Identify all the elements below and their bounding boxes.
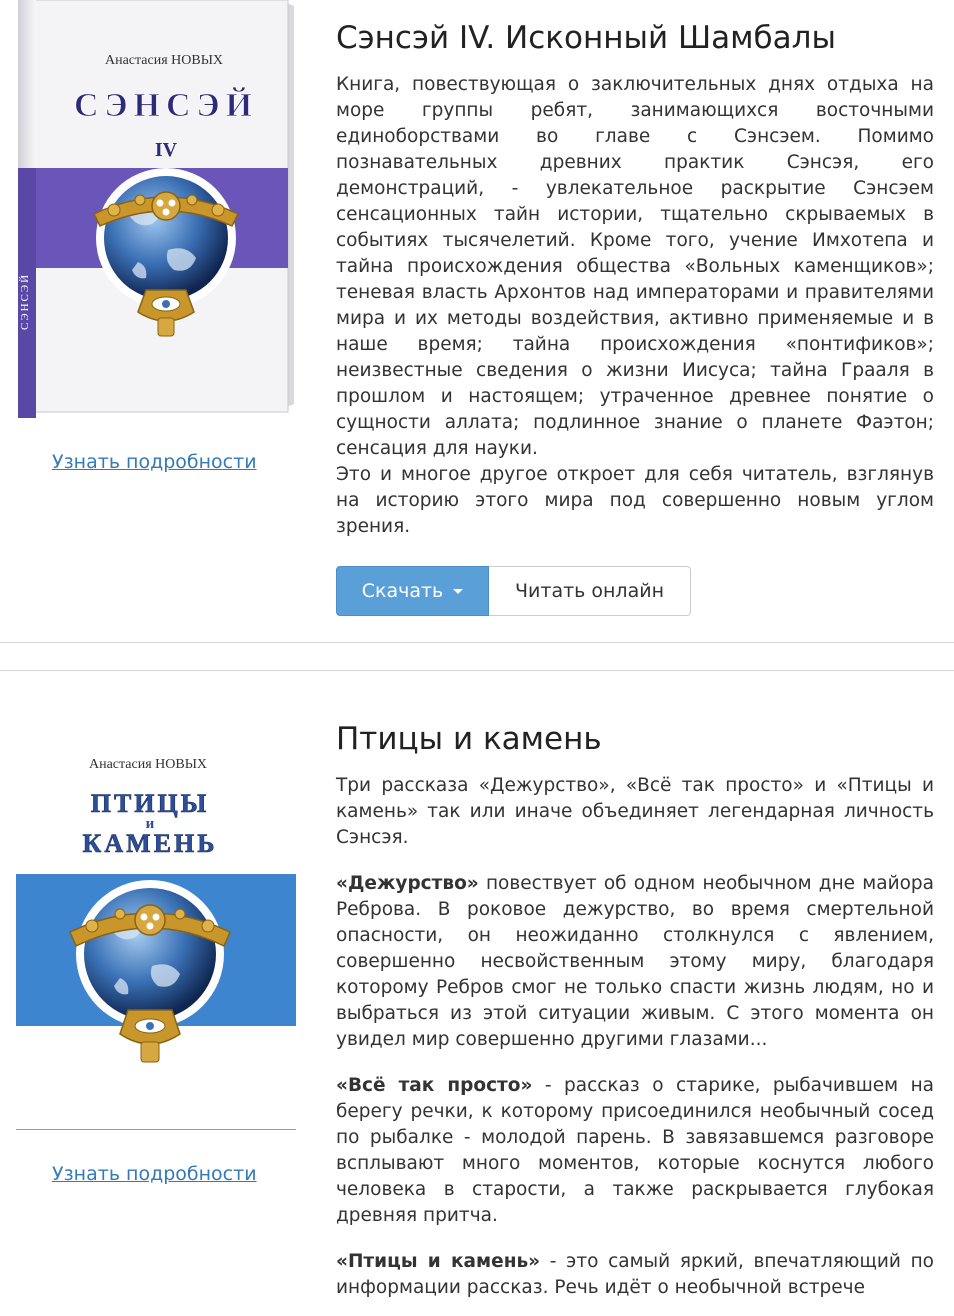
story-text: повествует об одном необычном дне майора Реброва. В роковое дежурство, во время смертельной опасности, он неожиданно столкнулся с явлением, совершенно несвойственным этому миру, благодаря которому Ребров смог не только спасти жизнь людям, но и выбраться из этой ситуации живым. С этого момента он увидел мир совершенно другими глазами... xyxy=(336,873,934,1050)
download-label: Скачать xyxy=(361,580,444,602)
cover-title-line: и xyxy=(145,816,155,832)
section-divider xyxy=(0,642,954,643)
book-card-sensei-4 xyxy=(0,0,954,642)
book-cover-sensei-4[interactable] xyxy=(18,0,296,418)
book-title[interactable]: Сэнсэй IV. Исконный Шамбалы xyxy=(336,20,836,56)
download-dropdown-button[interactable] xyxy=(336,566,489,616)
story-description xyxy=(336,1249,934,1301)
description-paragraph: Это и многое другое откроет для себя читатель, взглянув на историю этого мира под совершенно новым углом зрения. xyxy=(336,464,934,537)
cover-author: Анастасия НОВЫХ xyxy=(104,53,224,68)
cover-volume: IV xyxy=(154,139,178,161)
story-text: - рассказ о старике, рыбачившем на берегу речки, к которому присоединился необычный сосед по рыбалке - молодой парень. В завязавшемся разговоре всплывают много моментов, которые коснутся любого человека в старости, а также раскрывается глубокая древняя притча. xyxy=(336,1075,934,1226)
more-details-link[interactable]: Узнать подробности xyxy=(52,1163,257,1185)
book-cover-birds-and-stone[interactable] xyxy=(14,748,298,1140)
book-title[interactable]: Птицы и камень xyxy=(336,721,602,757)
cover-divider xyxy=(16,1129,296,1130)
cover-spine-text: СЭНСЭЙ xyxy=(19,272,31,330)
book-content xyxy=(336,18,934,540)
cover-title: СЭНСЭЙ xyxy=(73,87,259,124)
story-text: - это самый яркий, впечатляющий по информации рассказ. Речь идёт о необычной встрече xyxy=(336,1251,934,1298)
story-description xyxy=(336,871,934,1053)
story-name: «Птицы и камень» xyxy=(336,1251,541,1272)
story-name: «Всё так просто» xyxy=(336,1075,533,1096)
cover-title-line: ПТИЦЫ xyxy=(90,789,210,818)
story-description xyxy=(336,1073,934,1229)
caret-down-icon xyxy=(453,589,463,594)
description-paragraph: Книга, повествующая о заключительных днях отдыха на море группы ребят, занимающихся восточными единоборствами во главе с Сэнсэем. Помимо познавательных древних практик Сэнсэя, его демонстраций, - увлекательное раскрытие Сэнсэем сенсационных тайн истории, тщательно скрываемых в событиях тысячелетий. Кроме того, учение Имхотепа и тайна происхождения общества «Вольных каменщиков»; теневая власть Архонтов над императорами и правителями мира и их методы воздействия, активно применяемые и в наше время; тайна происхождения «понтификов»; неизвестные сведения о жизни Иисуса; тайна Грааля в прошлом и настоящем; утраченное древнее понятие о сущности аллата; подлинное знание о планете Фаэтон; сенсация для науки. xyxy=(336,74,934,459)
book-actions xyxy=(336,566,691,616)
read-online-button[interactable]: Читать онлайн xyxy=(489,566,691,616)
section-divider xyxy=(0,670,954,671)
description-intro: Три рассказа «Дежурство», «Всё так просто» и «Птицы и камень» так или иначе объединяет легендарная личность Сэнсэя. xyxy=(336,775,934,848)
more-details-link[interactable]: Узнать подробности xyxy=(52,451,257,473)
book-description xyxy=(336,72,934,540)
cover-author: Анастасия НОВЫХ xyxy=(88,757,208,772)
story-name: «Дежурство» xyxy=(336,873,479,894)
cover-title-line: КАМЕНЬ xyxy=(82,829,218,858)
book-card-birds-and-stone xyxy=(0,672,954,1316)
book-content xyxy=(336,719,934,1301)
book-description xyxy=(336,773,934,1301)
